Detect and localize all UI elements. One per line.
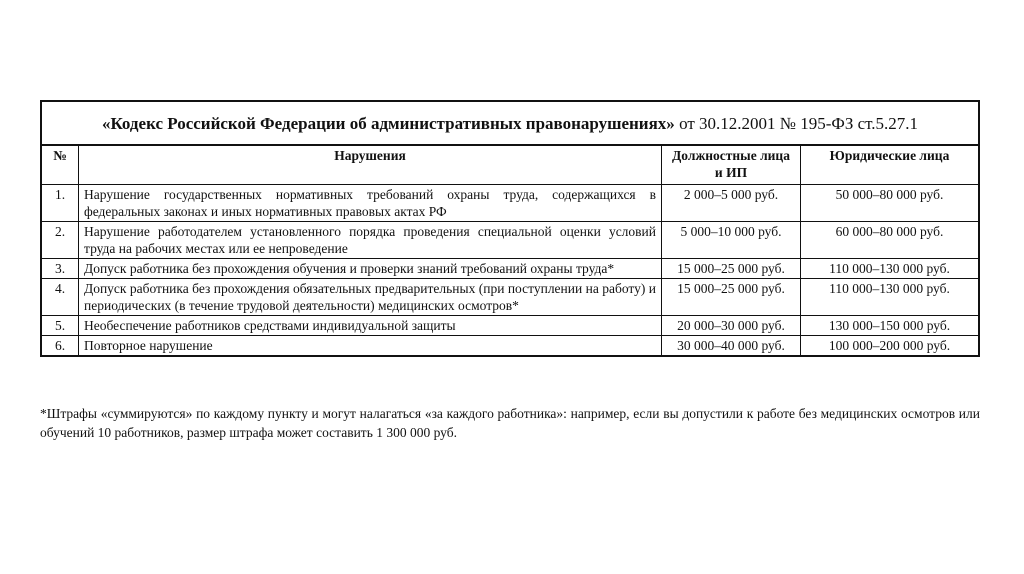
table-row [41,222,979,259]
header-officials: Должностные лица и ИП [662,145,801,185]
row-violation: Нарушение государственных нормативных требований охраны труда, содержащихся в федеральных законах и иных нормативных правовых актах РФ [79,185,662,222]
table-row [41,185,979,222]
row-number: 6. [41,336,79,357]
row-number: 3. [41,259,79,279]
row-number: 4. [41,279,79,316]
row-number: 5. [41,316,79,336]
row-violation: Допуск работника без прохождения обязательных предварительных (при поступлении на работу) и периодических (в течение трудовой деятельности) медицинских осмотров* [79,279,662,316]
table-row [41,259,979,279]
title-code: «Кодекс Российской Федерации об административных правонарушениях» [101,113,675,133]
fines-table [40,100,980,357]
footnote: *Штрафы «суммируются» по каждому пункту и могут налагаться «за каждого работника»: например, если вы допустили к работе без медицинских осмотров или обучений 10 работников, размер штрафа может составить 1 300 000 руб. [40,406,980,440]
row-number: 1. [41,185,79,222]
table-row [41,279,979,316]
header-violations: Нарушения [79,145,662,185]
row-fine-legal: 50 000–80 000 руб. [801,185,980,222]
row-number: 2. [41,222,79,259]
row-fine-officials: 20 000–30 000 руб. [662,316,801,336]
header-row [41,145,979,185]
row-fine-officials: 5 000–10 000 руб. [662,222,801,259]
row-fine-officials: 2 000–5 000 руб. [662,185,801,222]
row-fine-legal: 110 000–130 000 руб. [801,259,980,279]
row-fine-legal: 110 000–130 000 руб. [801,279,980,316]
row-violation: Повторное нарушение [79,336,662,357]
row-fine-officials: 15 000–25 000 руб. [662,259,801,279]
title-ref: от 30.12.2001 № 195-ФЗ ст.5.27.1 [674,113,919,133]
header-legal-entities: Юридические лица [801,145,980,185]
table-row [41,336,979,357]
row-fine-officials: 15 000–25 000 руб. [662,279,801,316]
header-number: № [41,145,79,185]
row-violation: Допуск работника без прохождения обучения и проверки знаний требований охраны труда* [79,259,662,279]
table-title [41,101,979,145]
row-violation: Нарушение работодателем установленного порядка проведения специальной оценки условий труда на рабочих местах или ее непроведение [79,222,662,259]
row-fine-legal: 60 000–80 000 руб. [801,222,980,259]
row-fine-legal: 130 000–150 000 руб. [801,316,980,336]
row-violation: Необеспечение работников средствами индивидуальной защиты [79,316,662,336]
table-row [41,316,979,336]
row-fine-legal: 100 000–200 000 руб. [801,336,980,357]
row-fine-officials: 30 000–40 000 руб. [662,336,801,357]
